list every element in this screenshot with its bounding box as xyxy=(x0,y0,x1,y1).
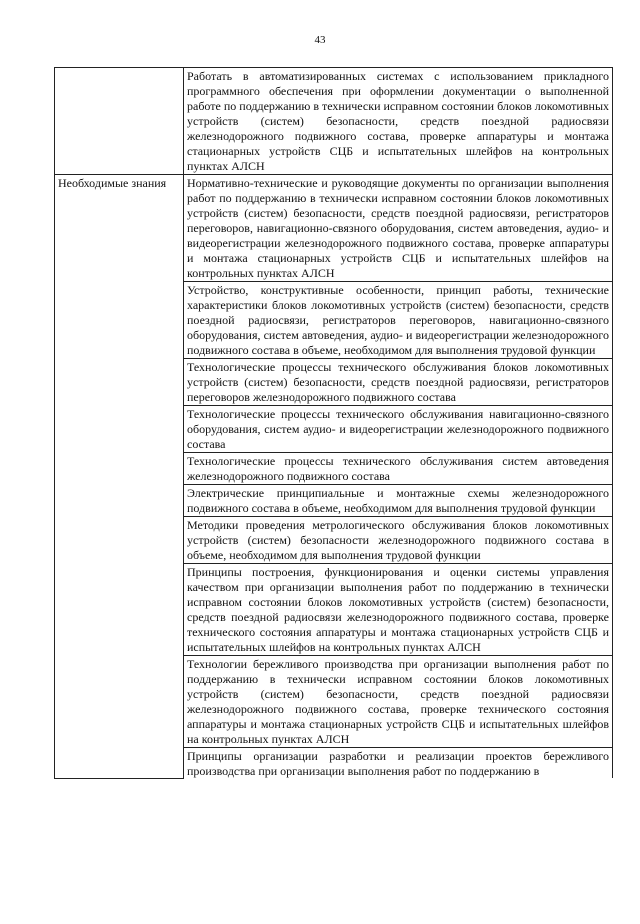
knowledge-item: Нормативно-технические и руководящие документы по организации выполнения работ по поддержанию в технически исправном состоянии блоков локомотивных устройств (систем) безопасности, средств поездной радиосвязи, регистраторов переговоров, навигационно-связного оборудования, систем автоведения, аудио- и видеорегистрации железнодорожного подвижного состава, проверке аппаратуры и монтажа стационарных устройств СЦБ и испытательных шлейфов на контрольных пунктах АЛСН xyxy=(184,175,613,282)
knowledge-item: Технологические процессы технического обслуживания блоков локомотивных устройств (систем) безопасности, средств поездной радиосвязи, регистраторов переговоров железнодорожного подвижного состава xyxy=(184,359,613,406)
knowledge-item: Принципы построения, функционирования и оценки системы управления качеством при организации выполнения работ по поддержанию в технически исправном состоянии блоков локомотивных устройств (систем) безопасности, средств поездной радиосвязи железнодорожного подвижного состава, проверке технического состояния аппаратуры и монтажа стационарных устройств СЦБ и испытательных шлейфов на контрольных пунктах АЛСН xyxy=(184,564,613,656)
section-label-required-knowledge: Необходимые знания xyxy=(55,175,184,779)
table-row xyxy=(55,175,613,282)
skill-item-automated-systems: Работать в автоматизированных системах с использованием прикладного программного обеспечения при оформлении документации о выполненной работе по поддержанию в технически исправном состоянии блоков локомотивных устройств (систем) безопасности, средств поездной радиосвязи железнодорожного подвижного состава, проверке аппаратуры и монтажа стационарных устройств СЦБ и испытательных шлейфов на контрольных пунктах АЛСН xyxy=(184,68,613,175)
page-number: 43 xyxy=(314,34,326,46)
requirements-table xyxy=(54,67,613,779)
table-row xyxy=(55,68,613,175)
knowledge-item-continued xyxy=(184,748,613,779)
knowledge-item: Электрические принципиальные и монтажные схемы железнодорожного подвижного состава в объеме, необходимом для выполнения трудовой функции xyxy=(184,485,613,517)
row-label-cell xyxy=(55,68,184,175)
knowledge-item: Методики проведения метрологического обслуживания блоков локомотивных устройств (систем) безопасности железнодорожного подвижного состава в объеме, необходимом для выполнения трудовой функции xyxy=(184,517,613,564)
knowledge-item: Технологии бережливого производства при организации выполнения работ по поддержанию в технически исправном состоянии блоков локомотивных устройств (систем) безопасности, средств поездной радиосвязи железнодорожного подвижного состава, проверке технического состояния аппаратуры и монтажа стационарных устройств СЦБ и испытательных шлейфов на контрольных пунктах АЛСН xyxy=(184,656,613,748)
knowledge-item-text: Принципы организации разработки и реализации проектов бережливого производства при организации выполнения работ по поддержанию в xyxy=(187,749,609,778)
knowledge-item: Технологические процессы технического обслуживания навигационно-связного оборудования, систем аудио- и видеорегистрации железнодорожного подвижного состава xyxy=(184,406,613,453)
knowledge-item: Устройство, конструктивные особенности, принцип работы, технические характеристики блоков локомотивных устройств (систем) безопасности, средств поездной радиосвязи, регистраторов переговоров, навигационно-связного оборудования, систем автоведения, аудио- и видеорегистрации железнодорожного подвижного состава в объеме, необходимом для выполнения трудовой функции xyxy=(184,282,613,359)
knowledge-item: Технологические процессы технического обслуживания систем автоведения железнодорожного подвижного состава xyxy=(184,453,613,485)
